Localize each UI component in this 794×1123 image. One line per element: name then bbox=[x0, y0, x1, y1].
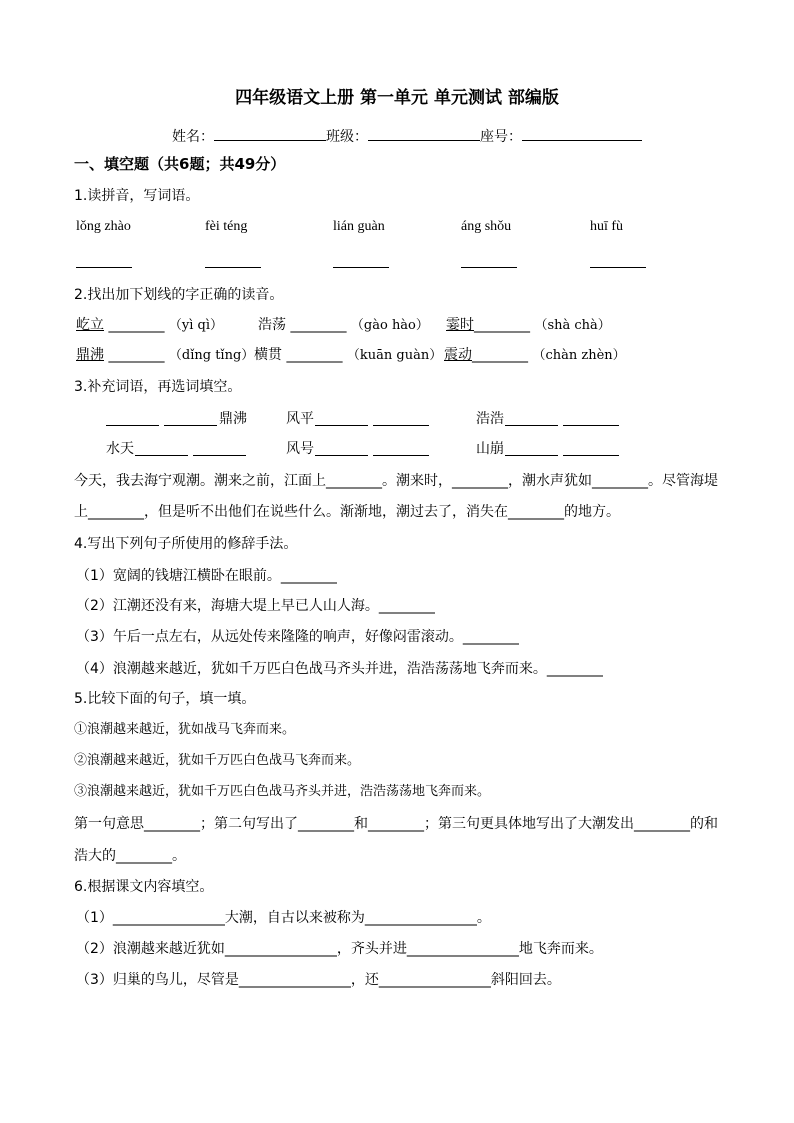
q2-item bbox=[446, 316, 611, 335]
q2-item bbox=[254, 346, 442, 365]
q4-item-4: （4）浪潮越来越近，犹如千万匹白色战马齐头并进，浩浩荡荡地飞奔而来。________ bbox=[76, 661, 603, 677]
q6-item-2: （2）浪潮越来越近犹如________________，齐头并进________________地飞奔而来。 bbox=[76, 941, 603, 957]
idiom-blank[interactable] bbox=[193, 455, 246, 456]
q5-sentence-2: ②浪潮越来越近，犹如千万匹白色战马飞奔而来。 bbox=[74, 753, 361, 768]
q2-word: 横贯 bbox=[254, 347, 282, 363]
question-6-stem: 6.根据课文内容填空。 bbox=[74, 879, 214, 895]
class-label: 班级： bbox=[326, 129, 368, 145]
q2-options: （gào hào） bbox=[350, 318, 429, 333]
name-field[interactable] bbox=[214, 126, 326, 141]
q2-options: （shà chà） bbox=[534, 318, 611, 333]
q2-item bbox=[76, 316, 223, 335]
q5-paragraph-line-2: 浩大的________。 bbox=[74, 848, 186, 864]
idiom-blank[interactable] bbox=[373, 455, 429, 456]
class-field[interactable] bbox=[368, 126, 480, 141]
q2-item bbox=[258, 316, 429, 335]
answer-blank-4[interactable] bbox=[461, 267, 517, 268]
q6-item-1: （1）________________大潮，自古以来被称为________________。 bbox=[76, 910, 491, 926]
q2-options: （dǐng tǐng） bbox=[168, 348, 255, 363]
question-1-stem: 1.读拼音，写词语。 bbox=[74, 188, 200, 204]
idiom-word: 风号 bbox=[286, 441, 314, 457]
idiom-word: 风平 bbox=[286, 411, 314, 427]
q2-item bbox=[76, 346, 254, 365]
idiom-word: 水天 bbox=[106, 441, 134, 457]
q5-sentence-1: ①浪潮越来越近，犹如战马飞奔而来。 bbox=[74, 722, 296, 737]
answer-blank-5[interactable] bbox=[590, 267, 646, 268]
idiom-blank[interactable] bbox=[563, 455, 619, 456]
idiom-word: 鼎沸 bbox=[219, 411, 247, 427]
idiom-blank[interactable] bbox=[106, 425, 159, 426]
q4-item-3: （3）午后一点左右，从远处传来隆隆的响声，好像闷雷滚动。________ bbox=[76, 629, 519, 645]
question-5-stem: 5.比较下面的句子，填一填。 bbox=[74, 691, 256, 707]
name-label: 姓名： bbox=[172, 129, 214, 145]
q2-word: 屹立 bbox=[76, 317, 104, 333]
page-title: 四年级语文上册 第一单元 单元测试 部编版 bbox=[235, 88, 559, 108]
q5-paragraph-line-1: 第一句意思________；第二句写出了________和________；第三句更具体地写出了大潮发出________的和 bbox=[74, 816, 718, 832]
q2-word: 震动 bbox=[444, 347, 472, 363]
pinyin-2: fèi téng bbox=[205, 219, 248, 234]
q2-word: 鼎沸 bbox=[76, 347, 104, 363]
q3-paragraph-line-1: 今天，我去海宁观潮。潮来之前，江面上________。潮来时，________，潮水声犹如________。尽管海堤 bbox=[74, 473, 718, 489]
q2-blank[interactable]: ________ bbox=[472, 347, 528, 363]
section-heading: 一、填空题（共6题；共49分） bbox=[74, 155, 286, 173]
q2-blank[interactable]: ________ bbox=[286, 347, 343, 363]
idiom-blank[interactable] bbox=[563, 425, 619, 426]
q2-item bbox=[444, 346, 626, 365]
idiom-blank[interactable] bbox=[315, 455, 368, 456]
answer-blank-2[interactable] bbox=[205, 267, 261, 268]
q4-item-2: （2）江潮还没有来，海塘大堤上早已人山人海。________ bbox=[76, 598, 435, 614]
student-info-line bbox=[172, 126, 642, 146]
pinyin-3: lián guàn bbox=[333, 219, 385, 234]
idiom-blank[interactable] bbox=[135, 455, 188, 456]
q2-blank[interactable]: ________ bbox=[290, 317, 347, 333]
q2-word: 浩荡 bbox=[258, 317, 286, 333]
q6-item-3: （3）归巢的鸟儿，尽管是________________，还________________斜阳回去。 bbox=[76, 972, 561, 988]
idiom-word: 山崩 bbox=[476, 441, 504, 457]
q2-options: （yì qì） bbox=[168, 318, 224, 333]
idiom-blank[interactable] bbox=[315, 425, 368, 426]
question-2-stem: 2.找出加下划线的字正确的读音。 bbox=[74, 287, 284, 303]
idiom-blank[interactable] bbox=[505, 425, 558, 426]
q2-options: （kuān guàn） bbox=[346, 348, 443, 363]
pinyin-1: lǒng zhào bbox=[76, 219, 131, 234]
q4-item-1: （1）宽阔的钱塘江横卧在眼前。________ bbox=[76, 568, 337, 584]
idiom-blank[interactable] bbox=[505, 455, 558, 456]
answer-blank-1[interactable] bbox=[76, 267, 132, 268]
pinyin-4: áng shǒu bbox=[461, 219, 512, 234]
q5-sentence-3: ③浪潮越来越近，犹如千万匹白色战马齐头并进，浩浩荡荡地飞奔而来。 bbox=[74, 784, 491, 799]
question-4-stem: 4.写出下列句子所使用的修辞手法。 bbox=[74, 536, 298, 552]
q2-word: 霎时 bbox=[446, 317, 474, 333]
q3-paragraph-line-2: 上________，但是听不出他们在说些什么。渐渐地，潮过去了，消失在________的地方。 bbox=[74, 504, 620, 520]
q2-blank[interactable]: ________ bbox=[108, 317, 165, 333]
question-3-stem: 3.补充词语，再选词填空。 bbox=[74, 379, 242, 395]
pinyin-5: huī fù bbox=[590, 219, 624, 234]
q2-blank[interactable]: ________ bbox=[108, 347, 165, 363]
seat-field[interactable] bbox=[522, 126, 642, 141]
answer-blank-3[interactable] bbox=[333, 267, 389, 268]
q2-blank[interactable]: ________ bbox=[474, 317, 530, 333]
idiom-blank[interactable] bbox=[164, 425, 217, 426]
seat-label: 座号： bbox=[480, 129, 522, 145]
q2-options: （chàn zhèn） bbox=[532, 348, 626, 363]
idiom-blank[interactable] bbox=[373, 425, 429, 426]
idiom-word: 浩浩 bbox=[476, 411, 504, 427]
